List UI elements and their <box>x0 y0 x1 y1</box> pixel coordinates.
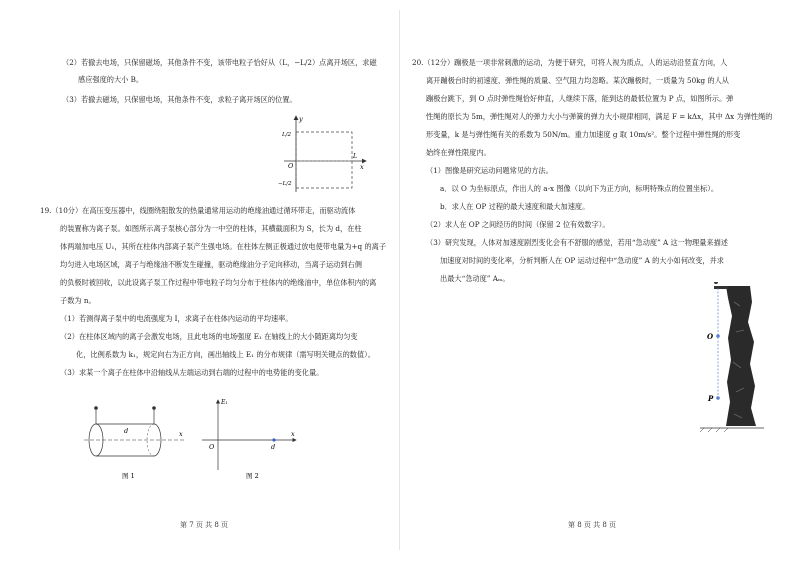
q18-field-figure <box>270 112 370 194</box>
bottom-label: −L/2 <box>278 181 292 187</box>
x-label: x <box>360 163 364 171</box>
q19-heading: 19.（10分）在高压变压器中，线圈绕阻散发的热量通常用运动的绝缘油通过循环带走，而驱动流体 <box>40 206 356 215</box>
field-region <box>296 132 352 188</box>
page-footer-7: 第 7 页 共 8 页 <box>180 521 229 529</box>
q20-heading: 20.（12分）蹦极是一项非常刺激的运动，为便于研究，可将人视为质点，人的运动沿竖直方向，人 <box>412 58 728 67</box>
q19-line4: 均匀进入电场区域，离子与绝缘油不断发生碰撞，驱动绝缘油分子定向移动，当离子运动到右侧 <box>60 260 362 269</box>
q20-part3-cont: 加速度对时间的变化率，分析判断人在 OP 运动过程中“急动度” A 的大小如何改变，并求 <box>440 256 724 265</box>
e1-label: E₁ <box>221 399 228 406</box>
length-label: d <box>124 427 129 435</box>
q20-part3: （3）研究发现，人体对加速度剧烈变化会有不舒服的感觉，若用“急动度” A 这一物理量来描述 <box>426 238 728 247</box>
d-label: d <box>271 443 276 451</box>
right-label: L <box>353 153 357 160</box>
figure1-caption: 图 1 <box>122 472 135 480</box>
q19-line3: 体两端加电压 U₁，其所在柱体内部离子泵产生强电场。在柱体左侧正极通过放电使带电量为+q 的离子 <box>60 242 387 251</box>
top-label: L/2 <box>282 132 292 138</box>
q20-part2: （2）求人在 OP 之间经历的时间（保留 2 位有效数字）。 <box>426 220 610 229</box>
q20-part1: （1）图像是研究运动问题常见的方法。 <box>426 166 553 175</box>
x-label: x <box>291 430 295 438</box>
d-point <box>272 438 275 441</box>
q19-line6: 子数为 n。 <box>60 296 96 305</box>
right-page <box>400 0 800 562</box>
q20-part1a: a．以 O 为坐标原点，作出人的 a-x 图像（以向下为正方向，标明特殊点的位置坐标）。 <box>440 184 719 193</box>
q19-figure1-cylinder <box>84 398 194 484</box>
q19-part3: （3）求某一个离子在柱体中沿轴线从左端运动到右端的过程中的电势能的变化量。 <box>60 368 324 377</box>
platform <box>714 286 728 289</box>
origin-label: O <box>209 443 215 451</box>
q19-figure2-axes <box>196 394 306 486</box>
point-p <box>716 396 720 400</box>
q20-bungee-figure <box>700 282 764 432</box>
q19-part2-cont: 化，比例系数为 k₁，规定向右为正方向，画出轴线上 E₁ 的分布规律（需写明关键点的数值）。 <box>76 350 375 359</box>
q18-part3: （3）若撤去磁场，只保留电场，其他条件不变，求粒子离开场区的位置。 <box>62 95 297 104</box>
q20-line2: 离开蹦极台时的初速度、弹性绳的质量、空气阻力均忽略。某次蹦极时，一质量为 50kg 的人从 <box>426 76 729 85</box>
q20-part3-cont2: 出最大“急动度” Aₘ。 <box>440 274 510 283</box>
y-label: y <box>299 115 303 123</box>
origin-label: O <box>288 162 294 170</box>
q20-line3: 蹦极台跳下，到 O 点时弹性绳恰好伸直，人继续下落，能到达的最低位置为 P 点，如图所示。弹 <box>426 94 734 103</box>
p-label: P <box>708 394 714 403</box>
q19-part1: （1）若测得离子泵中的电流强度为 I，求离子在柱体内运动的平均速率。 <box>60 314 293 323</box>
q20-line4: 性绳的原长为 5m，弹性绳对人的弹力大小与弹簧的弹力大小规律相同，满足 F = kΔx，其中 Δx 为弹性绳的 <box>426 112 773 121</box>
q20-line6: 始终在弹性限度内。 <box>426 148 491 157</box>
figure2-caption: 图 2 <box>246 472 259 480</box>
q19-line2: 的装置称为离子泵。如图所示离子泵核心部分为一中空的柱体，其横截面积为 S，长为 d，在柱 <box>60 224 362 233</box>
point-o <box>716 334 720 338</box>
q18-part2: （2）若撤去电场，只保留磁场，其他条件不变，该带电粒子恰好从（L，−L/2）点离开场区，求磁 <box>62 58 377 67</box>
axis-label: x <box>179 430 183 438</box>
jumper-icon <box>714 282 718 284</box>
q20-line5: 形变量，k 是与弹性绳有关的系数为 50N/m。重力加速度 g 取 10m/s²。整个过程中弹性绳的形变 <box>426 130 741 139</box>
q19-line5: 的负极时被回收，以此设离子泵工作过程中带电粒子均匀分布于柱体内的绝缘油中，单位体积内的离 <box>60 278 377 287</box>
q20-part1b: b．求人在 OP 过程的最大速度和最大加速度。 <box>440 202 590 211</box>
q18-part2-cont: 感应强度的大小 B。 <box>78 75 144 84</box>
q19-part2: （2）在柱体区域内的离子会激发电场，且此电场的电场强度 E₁ 在轴线上的大小随距离均匀变 <box>60 332 358 341</box>
cliff <box>726 286 756 426</box>
page-footer-8: 第 8 页 共 8 页 <box>568 521 617 529</box>
o-label: O <box>707 332 714 341</box>
